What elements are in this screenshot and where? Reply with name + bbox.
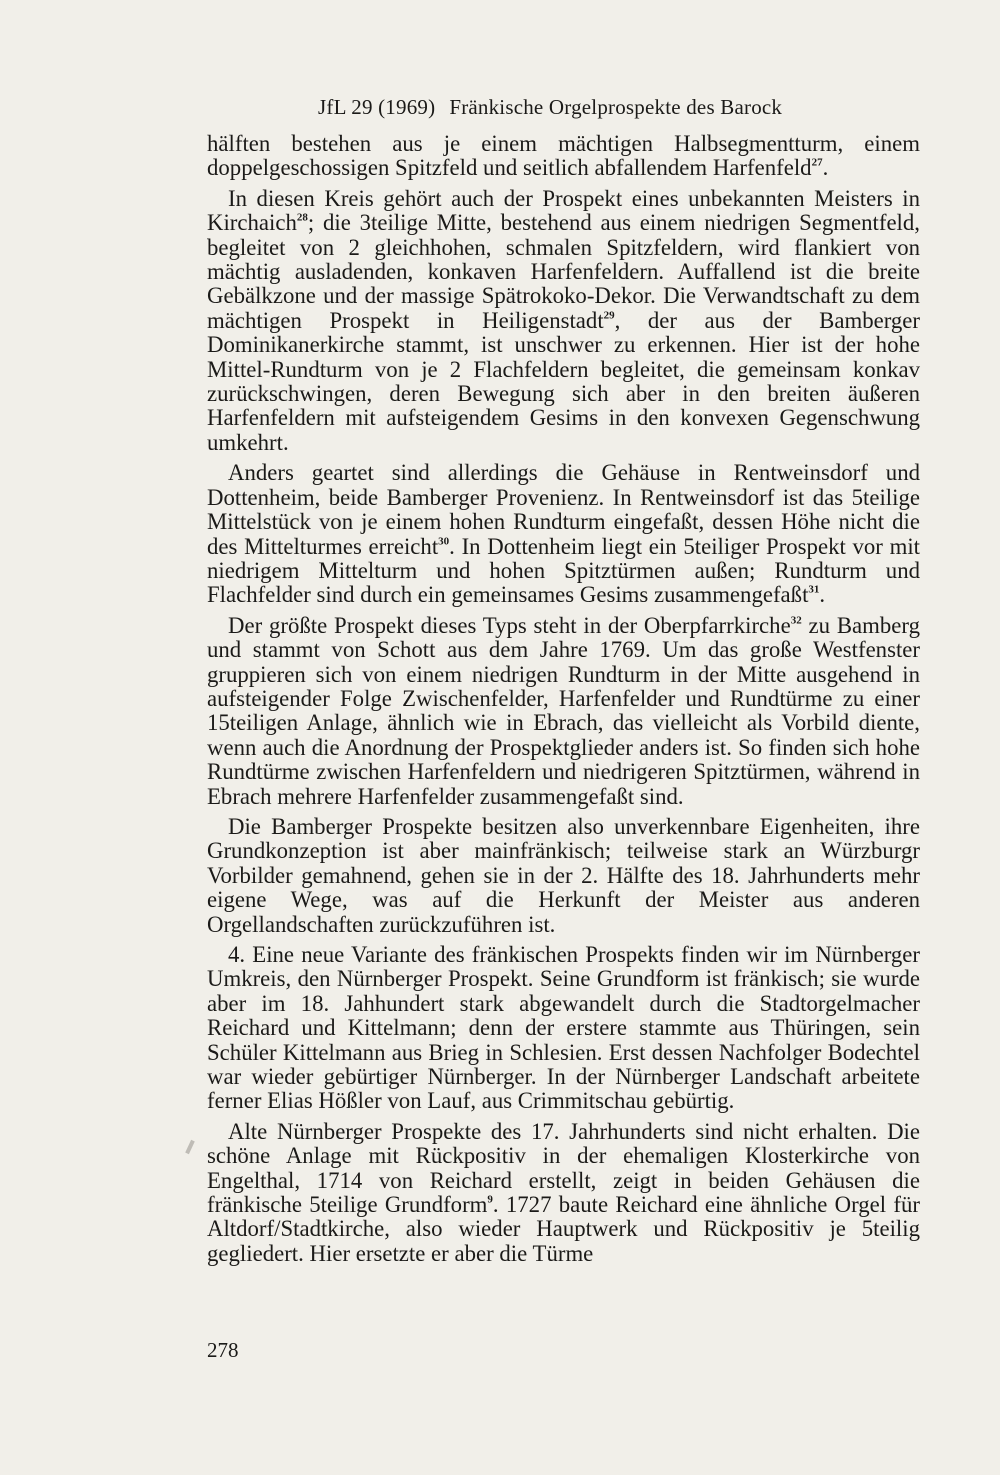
paragraph: [207, 943, 920, 1114]
text-run: Die Bamberger Prospekte besitzen also unverkennbare Eigenheiten, ihre Grundkonzeption ist aber mainfränkisch; teilweise stark an Würzburgr Vorbilder gemahnend, gehen sie in der 2. Hälfte des 18. Jahrhunderts mehr eigene Wege, was auf die Herkunft der Meister aus anderen Orgellandschaften zurückzuführen ist.: [207, 813, 920, 937]
page-number: 278: [207, 1338, 239, 1362]
body-text: [207, 132, 920, 1266]
paragraph: [207, 815, 920, 937]
text-run: .: [822, 155, 829, 181]
text-run: . 1727 baute Reichard eine ähnliche Orgel für Altdorf/Stadtkirche, also wieder Hauptwerk und Rückpositiv je 5teilig gegliedert. Hier ersetzte er aber die Türme: [207, 1192, 920, 1266]
text-run: . In Dottenheim liegt ein 5teiliger Prospekt vor mit niedrigem Mittelturm und hohen Spitztürmen außen; Rundturm und Flachfelder sind durch ein gemeinsames Gesims zusammengefaßt: [207, 533, 920, 608]
footnote-reference: 30: [438, 535, 450, 548]
paragraph: [207, 187, 920, 455]
journal-reference: JfL 29 (1969): [318, 95, 436, 119]
footnote-reference: 31: [808, 583, 820, 596]
footnote-reference: 27: [811, 157, 823, 170]
text-run: hälften bestehen aus je einem mächtigen Halbsegmentturm, einem doppelgeschossigen Spitzfeld und seitlich abfallendem Harfenfeld: [207, 131, 920, 181]
text-run: .: [819, 582, 826, 608]
running-header: [318, 95, 878, 120]
text-run: Alte Nürnberger Prospekte des 17. Jahrhunderts sind nicht erhalten. Die schöne Anlage mit Rückpositiv in der ehemaligen Klosterkirche von Engelthal, 1714 von Reichard erstellt, zeigt in beiden Gehäusen die fränkische 5teilige Grundform: [207, 1118, 920, 1218]
text-run: 4. Eine neue Variante des fränkischen Prospekts finden wir im Nürnberger Umkreis, den Nürnberger Prospekt. Seine Grundform ist fränkisch; sie wurde aber im 18. Jahhundert stark abgewandelt durch die Stadtorgelmacher Reichard und Kittelmann; denn der erstere stammte aus Thüringen, sein Schüler Kittelmann aus Brieg in Schlesien. Erst dessen Nachfolger Bodechtel war wieder gebürtiger Nürnberger. In der Nürnberger Landschaft arbeitete ferner Elias Hößler von Lauf, aus Crimmitschau gebürtig.: [207, 942, 920, 1114]
text-run: ; die 3teilige Mitte, bestehend aus einem niedrigen Segmentfeld, begleitet von 2 gleichhohen, schmalen Spitzfeldern, wird flankiert von mächtig ausladenden, konkaven Harfenfeldern. Auffallend ist die breite Gebälkzone und der massige Spätrokoko-Dekor. Die Verwandtschaft zu dem mächtigen Prospekt in Heiligenstadt: [207, 210, 920, 333]
paragraph: [207, 461, 920, 607]
footnote-reference: 32: [790, 614, 802, 627]
text-run: , der aus der Bamberger Dominikanerkirche stammt, ist unschwer zu erkennen. Hier ist der hohe Mittel-Rundturm von je 2 Flachfeldern begleitet, die gemeinsam konkav zurückschwingen, deren Bewegung sich aber in den breiten äußeren Harfenfeldern mit aufsteigendem Gesims in den konvexen Gegenschwung umkehrt.: [207, 307, 920, 455]
text-run: Der größte Prospekt dieses Typs steht in der Oberpfarrkirche: [228, 612, 791, 638]
paragraph: [207, 132, 920, 181]
article-title: Fränkische Orgelprospekte des Barock: [449, 95, 783, 119]
footnote-reference: 9: [487, 1193, 493, 1206]
paragraph: [207, 1120, 920, 1266]
text-run: In diesen Kreis gehört auch der Prospekt eines unbekannten Meisters in Kirchaich: [207, 185, 920, 236]
text-run: Anders geartet sind allerdings die Gehäuse in Rentweinsdorf und Dottenheim, beide Bamberger Provenienz. In Rentweinsdorf ist das 5teilige Mittelstück von je einem hohen Rundturm eingefaßt, dessen Höhe nicht die des Mittelturmes erreicht: [207, 460, 920, 559]
text-run: zu Bamberg und stammt von Schott aus dem Jahre 1769. Um das große Westfenster gruppieren sich von einem niedrigen Rundturm in der Mitte ausgehend in aufsteigender Folge Zwischenfelder, Harfenfelder und Rundtürme zu einer 15teiligen Anlage, ähnlich wie in Ebrach, das vielleicht als Vorbild diente, wenn auch die Anordnung der Prospektglieder anders ist. So finden sich hohe Rundtürme zwischen Harfenfeldern und niedrigeren Spitztürmen, während in Ebrach mehrere Harfenfelder zusammengefaßt sind.: [207, 612, 920, 809]
footnote-reference: 28: [296, 211, 308, 224]
paragraph: [207, 614, 920, 809]
margin-mark: [185, 1140, 195, 1154]
footnote-reference: 29: [603, 309, 615, 322]
